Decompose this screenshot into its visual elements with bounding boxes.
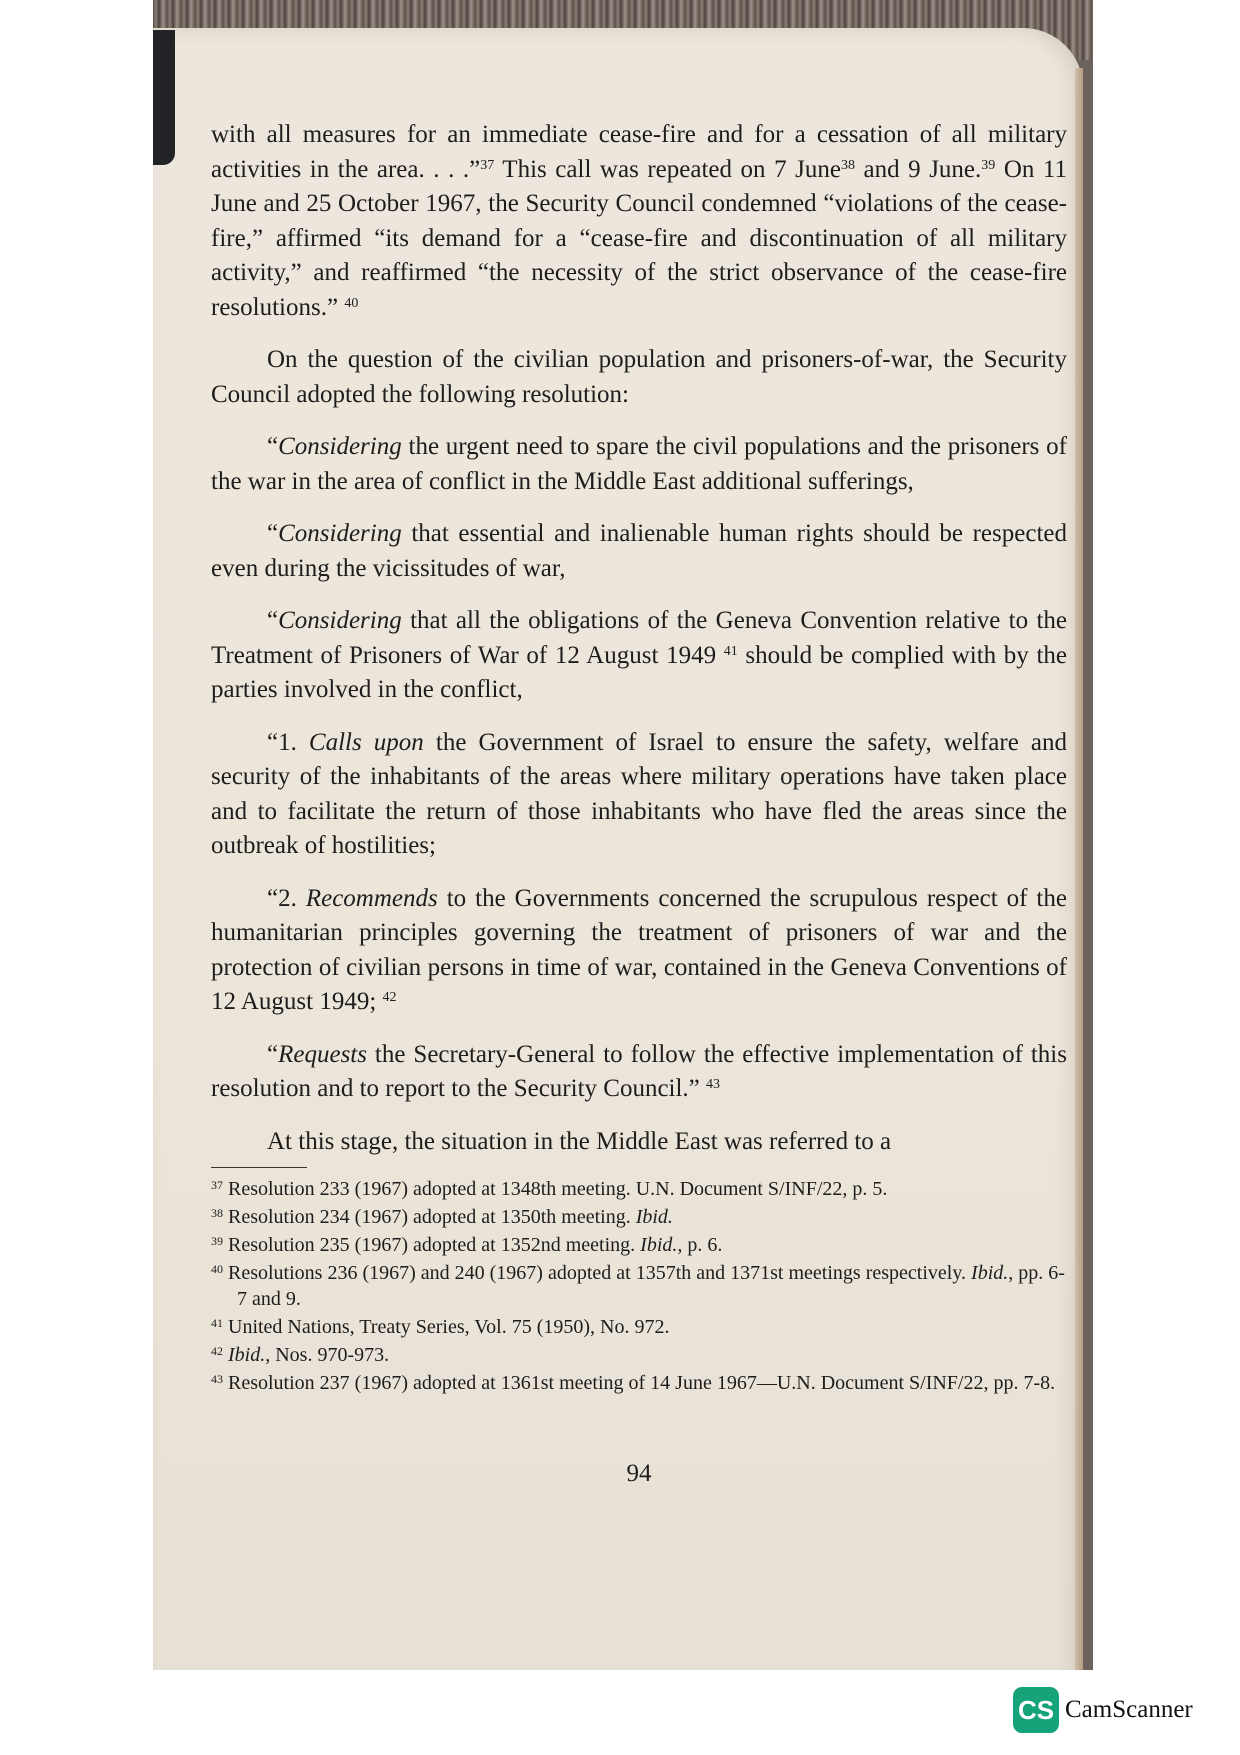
footnote-mark: 40 (211, 1262, 223, 1276)
text-span: that all the obligations of the Geneva Convention relative to the Treatment of Prisoners of War of 12 August 1949 (211, 607, 1067, 669)
italic-term: Considering (278, 607, 402, 634)
footnote-divider (211, 1167, 307, 1168)
footnote-41 (211, 1314, 1067, 1340)
footnote-mark: 43 (211, 1372, 223, 1386)
footnote-43 (211, 1370, 1067, 1396)
text-span: with all measures for an immediate cease-fire and for a cessation of all military activities in the area. . . .” (211, 121, 1067, 183)
footnote-mark: 37 (211, 1178, 223, 1192)
text-span: should be complied with by the parties involved in the conflict, (211, 641, 1068, 703)
italic-term: Recommends (305, 884, 438, 912)
quote-mark: “ (267, 1040, 279, 1068)
footnote-ref-40: 40 (344, 295, 359, 311)
footnotes (211, 1176, 1067, 1396)
text-span: the urgent need to spare the civil populations and the prisoners of the war in the area of conflict in the Middle East additional sufferings, (211, 433, 1067, 495)
footnote-text: Resolutions 236 (1967) and 240 (1967) adopted at 1357th and 1371st meetings respectively. (228, 1262, 972, 1284)
italic-term: Requests (278, 1040, 367, 1068)
footnote-38 (211, 1204, 1067, 1230)
footnote-text: Resolution 234 (1967) adopted at 1350th meeting. (228, 1206, 636, 1228)
text-span: On 11 June and 25 October 1967, the Security Council condemned “violations of the cease-fire,” affirmed “its demand for a “cease-fire and discontinuation of all military activity,” and reaffirmed “the necessity of the strict observance of the cease-fire resolutions.” (211, 155, 1067, 321)
paragraph-3 (211, 430, 1067, 499)
footnote-mark: 38 (211, 1206, 223, 1220)
camscanner-watermark (1013, 1687, 1193, 1733)
footnote-text: Resolution 233 (1967) adopted at 1348th meeting. U.N. Document S/INF/22, p. 5. (228, 1178, 888, 1200)
page-edge (1075, 68, 1083, 1670)
scanned-photo (153, 0, 1093, 1670)
footnote-italic: Ibid. (640, 1234, 678, 1256)
footnote-italic: Ibid. (635, 1206, 673, 1228)
footnote-ref-39: 39 (981, 157, 996, 173)
footnote-text: , Nos. 970-973. (265, 1344, 390, 1366)
footnote-ref-43: 43 (706, 1077, 721, 1092)
text-span: the Secretary-General to follow the effective implementation of this resolution and to report to the Security Council.” (211, 1040, 1067, 1102)
quote-mark: “1. (267, 728, 309, 756)
footnote-text: Resolution 235 (1967) adopted at 1352nd meeting. (228, 1234, 641, 1256)
footnote-ref-37: 37 (480, 157, 495, 173)
paragraph-7 (211, 882, 1067, 1020)
footnote-ref-41: 41 (723, 643, 738, 659)
text-span: that essential and inalienable human rights should be respected even during the vicissitudes of war, (211, 520, 1067, 582)
footnote-text: , p. 6. (677, 1234, 723, 1256)
footnote-40 (211, 1260, 1067, 1312)
quote-mark: “ (267, 520, 279, 547)
italic-term: Considering (278, 520, 402, 547)
text-span: the Government of Israel to ensure the safety, welfare and security of the inhabitants of the areas where military operations have taken place and to facilitate the return of those inhabitants who have fled the areas since the outbreak of hostilities; (211, 728, 1067, 859)
paragraph-2: On the question of the civilian population and prisoners-of-war, the Security Council adopted the following resolution: (211, 346, 1067, 408)
camscanner-label: CamScanner (1065, 1696, 1193, 1723)
footnote-italic: Ibid. (228, 1344, 266, 1366)
paragraph-9: At this stage, the situation in the Middle East was referred to a (267, 1127, 892, 1155)
footnote-mark: 39 (211, 1234, 223, 1248)
paragraph-8 (211, 1038, 1067, 1107)
text-span: to the Governments concerned the scrupulous respect of the humanitarian principles governing the treatment of prisoners of war and the protection of civilian persons in time of war, contained in the Geneva Conventions of 12 August 1949; (211, 884, 1067, 1015)
footnote-text: Resolution 237 (1967) adopted at 1361st meeting of 14 June 1967—U.N. Document S/INF/22, pp. 7-8. (228, 1372, 1056, 1394)
italic-term: Considering (278, 433, 402, 460)
footnote-text: United Nations, Treaty Series, Vol. 75 (1950), No. 972. (228, 1316, 670, 1338)
footnote-mark: 41 (211, 1316, 223, 1330)
camscanner-logo-icon: CS (1013, 1687, 1059, 1733)
paragraph-4 (211, 517, 1067, 586)
paragraph-6 (211, 726, 1067, 864)
footnote-italic: Ibid. (971, 1262, 1009, 1284)
footnote-ref-38: 38 (840, 157, 855, 173)
paragraph-1 (211, 118, 1067, 325)
italic-term: Calls upon (308, 728, 424, 756)
page-text (211, 118, 1067, 1398)
text-span: and 9 June. (854, 155, 982, 183)
footnote-mark: 42 (211, 1344, 223, 1358)
quote-mark: “ (267, 433, 279, 460)
footnote-39 (211, 1232, 1067, 1258)
text-span: This call was repeated on 7 June (494, 155, 841, 183)
quote-mark: “2. (267, 884, 306, 912)
paragraph-5 (211, 604, 1067, 708)
bookmark-strap (153, 30, 175, 165)
footnote-37 (211, 1176, 1067, 1202)
footnote-ref-42: 42 (382, 990, 397, 1005)
footnote-42 (211, 1342, 1067, 1368)
page-number: 94 (626, 1460, 652, 1487)
footnote-text: , pp. 6-7 and 9. (237, 1262, 1065, 1310)
quote-mark: “ (267, 607, 279, 634)
